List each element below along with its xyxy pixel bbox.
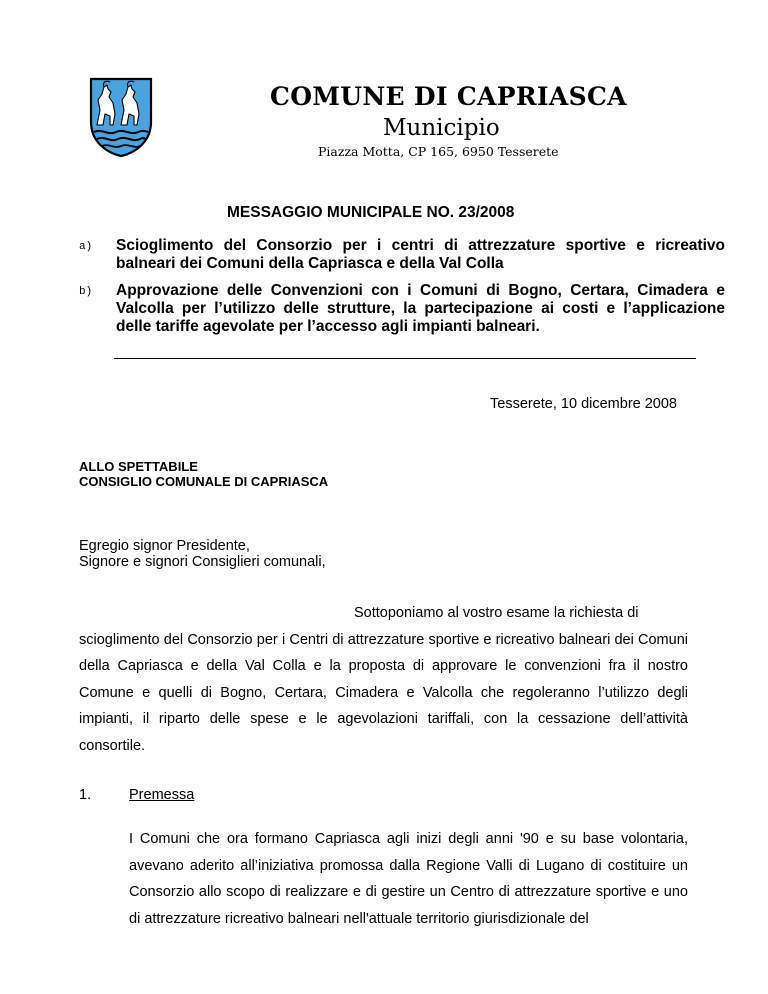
intro-text: scioglimento del Consorzio per i Centri di attrezzature sportive e ricreativo balneari dei Comuni della Capriasca e della Val Colla e la proposta di approvare le convenzioni fra il nostro Comune e quelli di Bogno, Certara, Cimadera e Valcolla che regoleranno l’utilizzo degli impianti, il riparto delle spese e le agevolazioni tariffali, con la cessazione dell’attività consortile. [79,631,688,754]
salutation [79,538,326,570]
date-line: Tesserete, 10 dicembre 2008 [490,396,677,412]
section-title: Premessa [129,787,195,803]
recipient-line: CONSIGLIO COMUNALE DI CAPRIASCA [79,474,329,489]
intro-first-line: Sottoponiamo al vostro esame la richiesta di [354,605,639,621]
subject-marker: a) [79,241,93,253]
subject-text: Scioglimento del Consorzio per i centri di attrezzature sportive e ricreativo balneari dei Comuni della Capriasca e della Val Colla [116,237,725,272]
org-address: Piazza Motta, CP 165, 6950 Tesserete [318,144,559,159]
recipient-line: ALLO SPETTABILE [79,459,198,474]
message-title: MESSAGGIO MUNICIPALE NO. 23/2008 [227,204,515,221]
intro-paragraph [79,600,688,759]
org-subtitle: Municipio [383,115,500,141]
subject-text: Approvazione delle Convenzioni con i Comuni di Bogno, Certara, Cimadera e Valcolla per l’utilizzo delle strutture, la partecipazione ai costi e l’applicazione delle tariffe agevolate per l’accesso agli impianti balneari. [116,282,725,335]
salutation-line: Signore e signori Consiglieri comunali, [79,554,326,570]
horizontal-rule [114,358,696,359]
subject-marker: b) [79,286,93,298]
recipient-block [79,459,328,489]
section-body: I Comuni che ora formano Capriasca agli inizi degli anni '90 e su base volontaria, avevano aderito all’iniziativa promossa dalla Regione Valli di Lugano di costituire un Consorzio allo scopo di realizzare e di gestire un Centro di attrezzature sportive e uno di attrezzature ricreativo balneari nell'attuale territorio giurisdizionale del [129,831,688,927]
org-name: COMUNE DI CAPRIASCA [270,82,627,111]
salutation-line: Egregio signor Presidente, [79,538,250,554]
coat-of-arms-icon [88,76,154,158]
section-number: 1. [79,787,92,803]
